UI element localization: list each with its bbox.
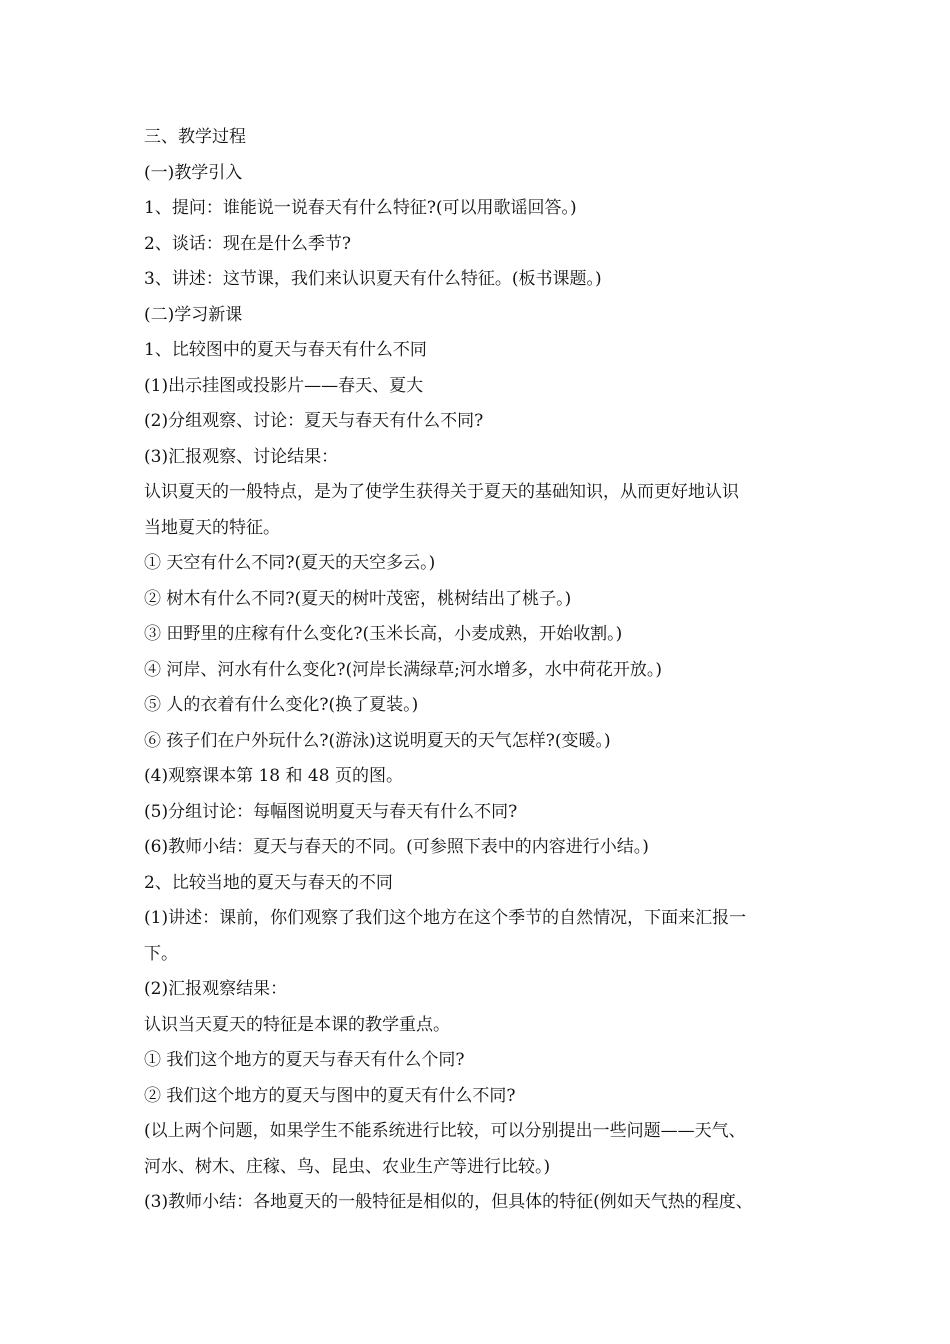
text-line: (4)观察课本第 18 和 48 页的图。 [144, 766, 403, 786]
subheading-introduction: (一)教学引入 [144, 162, 243, 183]
text-line: (3)教师小结：各地夏天的一般特征是相似的，但具体的特征(例如天气热的程度、 [144, 1192, 753, 1212]
text-line: 1、比较图中的夏天与春天有什么不同 [144, 340, 427, 360]
heading-teaching-process: 三、教学过程 [144, 127, 246, 147]
text-line: (6)教师小结：夏天与春天的不同。(可参照下表中的内容进行小结。) [144, 837, 649, 857]
text-line: (5)分组讨论：每幅图说明夏天与春天有什么不同? [144, 801, 518, 822]
text-line: (2)分组观察、讨论：夏天与春天有什么不同? [144, 411, 484, 431]
text-line: (1)讲述：课前，你们观察了我们这个地方在这个季节的自然情况，下面来汇报一 [144, 908, 747, 928]
text-line: (1)出示挂图或投影片——春天、夏大 [144, 375, 424, 396]
list-item: ③ 田野里的庄稼有什么变化?(玉米长高，小麦成熟，开始收割。) [144, 624, 623, 644]
list-item: ④ 河岸、河水有什么变化?(河岸长满绿草;河水增多，水中荷花开放。) [144, 659, 663, 680]
subheading-new-lesson: (二)学习新课 [144, 304, 243, 325]
list-item: ② 树木有什么不同?(夏天的树叶茂密，桃树结出了桃子。) [144, 588, 572, 609]
text-line: (3)汇报观察、讨论结果： [144, 446, 339, 467]
text-line: (以上两个问题，如果学生不能系统进行比较，可以分别提出一些问题——天气、 [144, 1121, 746, 1141]
text-line: 下。 [144, 943, 178, 964]
text-line: 认识夏天的一般特点，是为了使学生获得关于夏天的基础知识，从而更好地认识 [144, 482, 739, 502]
document-page [144, 120, 814, 1221]
list-item: ① 天空有什么不同?(夏天的天空多云。) [144, 553, 436, 573]
list-item: ⑥ 孩子们在户外玩什么?(游泳)这说明夏天的天气怎样?(变暖。) [144, 730, 611, 751]
text-line: 认识当天夏天的特征是本课的教学重点。 [144, 1014, 450, 1035]
text-line: 当地夏天的特征。 [144, 517, 280, 538]
text-line: 河水、树木、庄稼、鸟、昆虫、农业生产等进行比较。) [144, 1156, 551, 1177]
text-line: 2、谈话：现在是什么季节? [144, 233, 351, 254]
text-line: (2)汇报观察结果： [144, 979, 288, 999]
text-line: 3、讲述：这节课，我们来认识夏天有什么特征。(板书课题。) [144, 269, 602, 289]
text-line: 1、提问：谁能说一说春天有什么特征?(可以用歌谣回答。) [144, 198, 577, 218]
list-item: ① 我们这个地方的夏天与春天有什么个同? [144, 1050, 465, 1070]
text-line: 2、比较当地的夏天与春天的不同 [144, 872, 393, 893]
list-item: ② 我们这个地方的夏天与图中的夏天有什么不同? [144, 1085, 516, 1106]
list-item: ⑤ 人的衣着有什么变化?(换了夏装。) [144, 695, 419, 715]
